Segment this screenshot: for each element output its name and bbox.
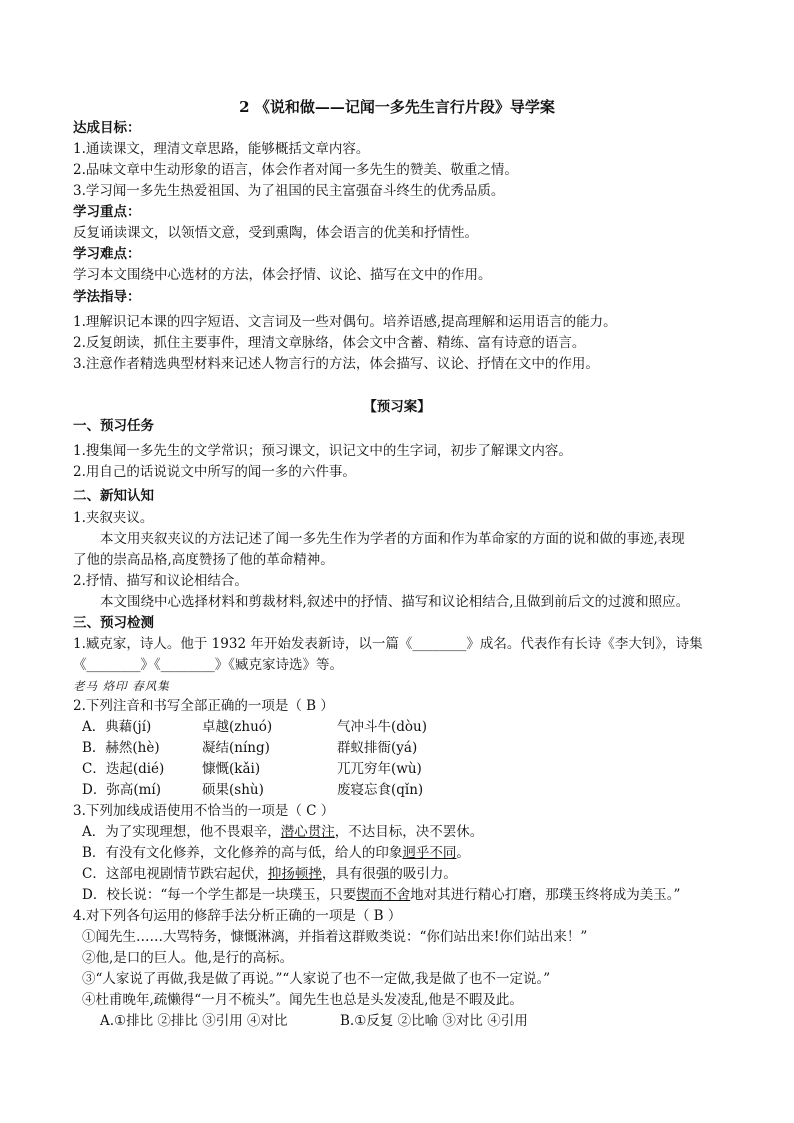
key-points-heading: 学习重点： [73, 204, 141, 220]
q2-option-cell: 群蚁排衙(yá) [337, 740, 418, 756]
knowledge-2-title: 2.抒情、描写和议论相结合。 [73, 573, 248, 589]
q2-option-row [82, 780, 423, 800]
goals-heading: 达成目标： [73, 120, 141, 136]
knowledge-1-text: 了他的崇高品格,高度赞扬了他的革命精神。 [73, 552, 334, 568]
knowledge-2-text: 本文围绕中心选择材料和剪裁材料,叙述中的抒情、描写和议论相结合,且做到前后文的过渡和照应。 [100, 594, 690, 610]
q1-line: 《________》《________》《臧克家诗选》等。 [73, 657, 343, 673]
underlined-idiom: 潜心贯注 [280, 824, 335, 840]
q2-option-cell: 卓越(zhuó) [202, 719, 273, 735]
q2-option-cell: 兀兀穷年(wù) [337, 761, 422, 777]
q4-option-row [100, 1011, 528, 1031]
q4-item: ②他,是口的巨人。他,是行的高标。 [82, 950, 294, 966]
q3-stem: 3.下列加线成语使用不恰当的一项是（ C ） [73, 803, 335, 819]
check-heading: 三、预习检测 [73, 615, 154, 631]
difficulty-text: 学习本文围绕中心选材的方法，体会抒情、议论、描写在文中的作用。 [73, 267, 492, 283]
task-item: 2.用自己的话说说文中所写的闻一多的六件事。 [73, 464, 356, 480]
q2-option-row [82, 717, 427, 737]
q4-option-b: B.①反复 ②比喻 ③对比 ④引用 [340, 1013, 528, 1029]
q3-option-b: B．有没有文化修养，文化修养的高与低，给人的印象迥乎不同。 [82, 845, 470, 861]
underlined-idiom: 锲而不舍 [356, 887, 411, 903]
q2-stem: 2.下列注音和书写全部正确的一项是（ B ） [73, 698, 334, 714]
q2-option-cell: C．迭起(dié) [82, 761, 165, 777]
q2-option-cell: 硕果(shù) [202, 782, 264, 798]
q3-option-d: D．校长说：“每一个学生都是一块璞玉，只要锲而不舍地对其进行精心打磨，那璞玉终将成为美玉。” [82, 887, 681, 903]
underlined-idiom: 抑扬顿挫 [267, 866, 322, 882]
q4-option-a: A.①排比 ②排比 ③引用 ④对比 [100, 1013, 288, 1029]
q2-option-cell: 气冲斗牛(dòu) [337, 719, 427, 735]
method-item: 2.反复朗读，抓住主要事件，理清文章脉络，体会文中含蓄、精练、富有诗意的语言。 [73, 335, 586, 351]
page-title: 2 《说和做——记闻一多先生言行片段》导学案 [239, 98, 555, 116]
knowledge-1-title: 1.夹叙夹议。 [73, 510, 154, 526]
q2-option-row [82, 759, 422, 779]
goal-item: 2.品味文章中生动形象的语言，体会作者对闻一多先生的赞美、敬重之情。 [73, 162, 518, 178]
method-heading: 学法指导： [73, 289, 141, 305]
q2-option-cell: 废寝忘食(qǐn) [337, 782, 424, 798]
knowledge-heading: 二、新知认知 [73, 488, 154, 504]
method-item: 3.注意作者精选典型材料来记述人物言行的方法，体会描写、议论、抒情在文中的作用。 [73, 356, 599, 372]
q4-item: ③“人家说了再做,我是做了再说。”“人家说了也不一定做,我是做了也不一定说。” [82, 971, 551, 987]
difficulty-heading: 学习难点： [73, 246, 141, 262]
preview-heading: 【预习案】 [363, 399, 431, 415]
q4-item: ①闻先生……大骂特务，慷慨淋漓，并指着这群败类说：“你们站出来!你们站出来！” [82, 929, 588, 945]
q4-stem: 4.对下列各句运用的修辞手法分析正确的一项是（ B ） [73, 908, 402, 924]
q2-option-cell: D．弥高(mí) [82, 782, 161, 798]
q2-option-cell: B．赫然(hè) [82, 740, 160, 756]
q2-option-cell: 慷慨(kǎi) [202, 761, 261, 777]
goal-item: 1.通读课文，理清文章思路，能够概括文章内容。 [73, 141, 370, 157]
q1-answer: 老马 烙印 春风集 [73, 679, 170, 693]
q2-option-row [82, 738, 417, 758]
task-heading: 一、预习任务 [73, 418, 154, 434]
q2-option-cell: A．典藉(jí) [82, 719, 152, 735]
q3-option-c: C．这部电视剧情节跌宕起伏，抑扬顿挫，具有很强的吸引力。 [82, 866, 457, 882]
key-points-text: 反复诵读课文，以领悟文意，受到熏陶，体会语言的优美和抒情性。 [73, 225, 478, 241]
task-item: 1.搜集闻一多先生的文学常识；预习课文，识记文中的生字词，初步了解课文内容。 [73, 443, 572, 459]
q1-line: 1.臧克家，诗人。他于 1932 年开始发表新诗，以一篇《________》成名。代表作有长诗《李大钊》，诗集 [73, 636, 703, 652]
q4-item: ④杜甫晚年,疏懒得“一月不梳头”。闻先生也总是头发凌乱,他是不暇及此。 [82, 992, 523, 1008]
method-item: 1.理解识记本课的四字短语、文言词及一些对偶句。培养语感,提高理解和运用语言的能力。 [73, 314, 617, 330]
knowledge-1-text: 本文用夹叙夹议的方法记述了闻一多先生作为学者的方面和作为革命家的方面的说和做的事迹,表现 [100, 531, 685, 547]
q3-option-a: A．为了实现理想，他不畏艰辛，潜心贯注，不达目标，决不罢休。 [82, 824, 484, 840]
underlined-idiom: 迥乎不同 [402, 845, 457, 861]
goal-item: 3.学习闻一多先生热爱祖国、为了祖国的民主富强奋斗终生的优秀品质。 [73, 183, 505, 199]
q2-option-cell: 凝结(níng) [202, 740, 270, 756]
